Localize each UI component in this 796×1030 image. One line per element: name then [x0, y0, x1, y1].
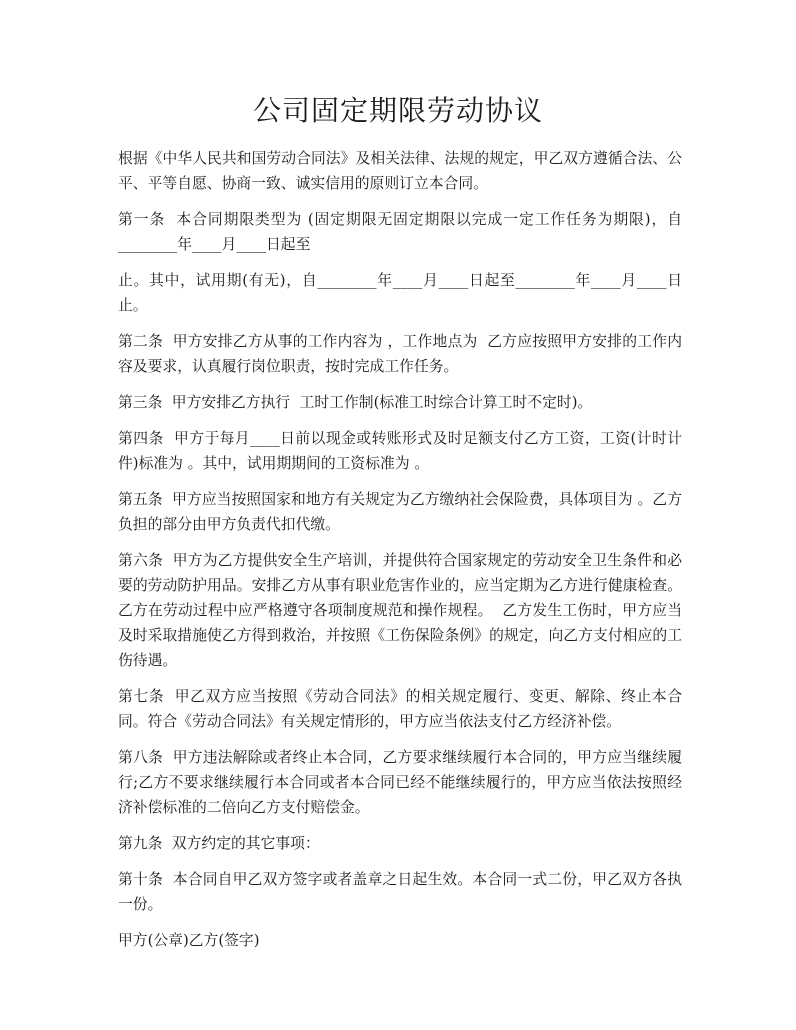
article-8-paragraph: 第八条 甲方违法解除或者终止本合同，乙方要求继续履行本合同的，甲方应当继续履行;乙方不要求继续履行本合同或者本合同已经不能继续履行的，甲方应当依法按照经济补偿标准的二倍向乙方支付赔偿金。 [118, 749, 682, 816]
article-1-continued-paragraph: 止。其中，试用期(有无)，自________年____月____日起至________年____月____日止。 [118, 272, 682, 314]
article-3-paragraph: 第三条 甲方安排乙方执行 工时工作制(标准工时综合计算工时不定时)。 [118, 394, 593, 411]
article-4-paragraph: 第四条 甲方于每月____日前以现金或转账形式及时足额支付乙方工资，工资(计时计件)标准为 。其中，试用期期间的工资标准为 。 [118, 430, 682, 472]
article-9-paragraph: 第九条 双方约定的其它事项： [118, 835, 320, 852]
intro-paragraph: 根据《中华人民共和国劳动合同法》及相关法律、法规的规定，甲乙双方遵循合法、公平、平等自愿、协商一致、诚实信用的原则订立本合同。 [118, 150, 682, 192]
document-title: 公司固定期限劳动协议 [252, 94, 543, 127]
article-6-paragraph: 第六条 甲方为乙方提供安全生产培训，并提供符合国家规定的劳动安全卫生条件和必要的劳动防护用品。安排乙方从事有职业危害作业的，应当定期为乙方进行健康检查。乙方在劳动过程中应严格遵守各项制度规范和操作规程。 乙方发生工伤时，甲方应当及时采取措施使乙方得到救治，并按照《工伤保险条例》的规定，向乙方支付相应的工伤待遇。 [118, 552, 682, 669]
article-10-paragraph: 第十条 本合同自甲乙双方签字或者盖章之日起生效。本合同一式二份，甲乙双方各执一份。 [118, 871, 682, 913]
article-5-paragraph: 第五条 甲方应当按照国家和地方有关规定为乙方缴纳社会保险费，具体项目为 。乙方负担的部分由甲方负责代扣代缴。 [118, 491, 682, 533]
article-1-paragraph: 第一条 本合同期限类型为 (固定期限无固定期限以完成一定工作任务为期限)，自________年____月____日起至 [118, 211, 682, 253]
article-2-paragraph: 第二条 甲方安排乙方从事的工作内容为 ，工作地点为 乙方应按照甲方安排的工作内容及要求，认真履行岗位职责，按时完成工作任务。 [118, 333, 682, 375]
signature-line: 甲方(公章)乙方(签字) [118, 932, 260, 949]
document-body [118, 146, 682, 964]
article-7-paragraph: 第七条 甲乙双方应当按照《劳动合同法》的相关规定履行、变更、解除、终止本合同。符合《劳动合同法》有关规定情形的，甲方应当依法支付乙方经济补偿。 [118, 688, 682, 730]
